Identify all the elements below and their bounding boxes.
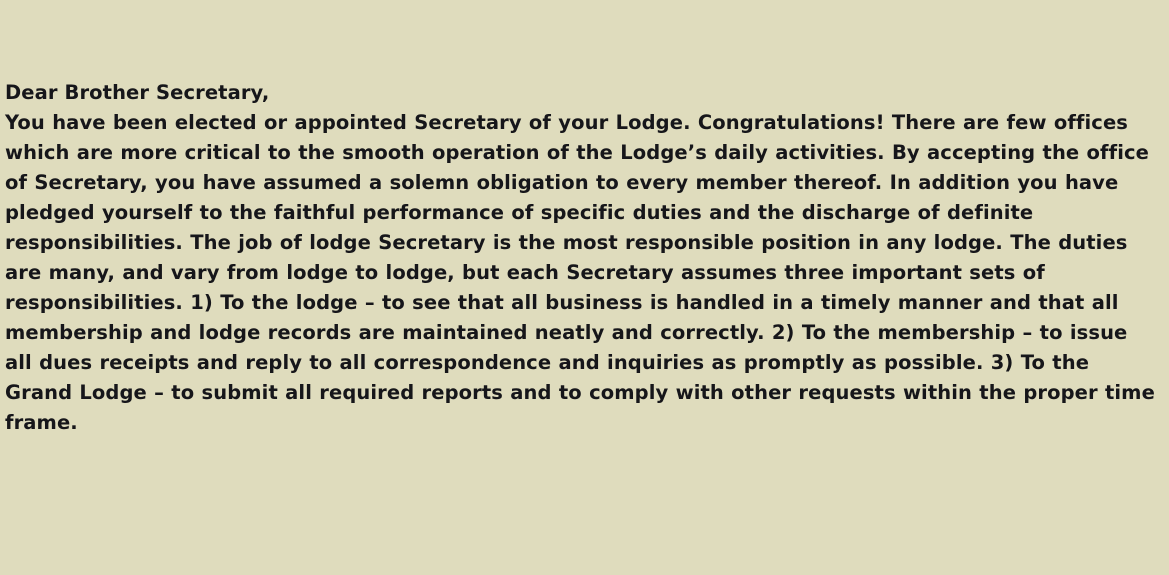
letter-body — [5, 78, 1161, 438]
letter-paragraph: You have been elected or appointed Secretary of your Lodge. Congratulations! There are few offices which are more critical to the smooth operation of the Lodge’s daily activities. By accepting the office of Secretary, you have assumed a solemn obligation to every member thereof. In addition you have pledged yourself to the faithful performance of specific duties and the discharge of definite responsibilities. The job of lodge Secretary is the most responsible position in any lodge. The duties are many, and vary from lodge to lodge, but each Secretary assumes three important sets of responsibilities. 1) To the lodge – to see that all business is handled in a timely manner and that all membership and lodge records are maintained neatly and correctly. 2) To the membership – to issue all dues receipts and reply to all correspondence and inquiries as promptly as possible. 3) To the Grand Lodge – to submit all required reports and to comply with other requests within the proper time frame. — [5, 111, 1155, 434]
letter-salutation: Dear Brother Secretary, — [5, 81, 270, 104]
